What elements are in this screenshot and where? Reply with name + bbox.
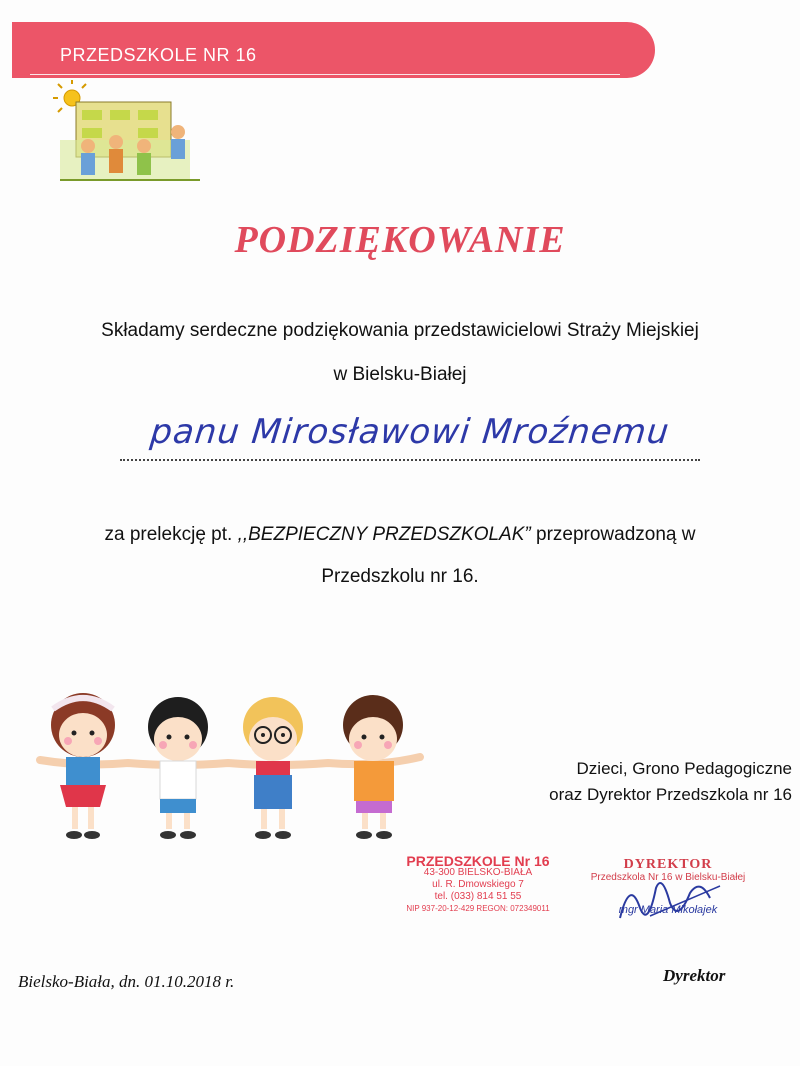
recipient-name: panu Mirosławowi Mroźnemu [148,412,672,452]
intro-line-2: w Bielsku-Białej [333,364,467,385]
certificate-title: PODZIĘKOWANIE [234,219,566,261]
stamp-school-ids: NIP 937-20-12-429 REGON: 072349011 [406,904,550,913]
signatories-line-1: Dzieci, Grono Pedagogiczne [576,759,792,778]
stamp-school-phone: tel. (033) 814 51 55 [434,891,522,902]
lecture-title: ,,BEZPIECZNY PRZEDSZKOLAK” [237,524,531,545]
date-place: Bielsko-Biała, dn. 01.10.2018 r. [18,972,235,991]
intro-line-1: Składamy serdeczne podziękowania przedstawicielowi Straży Miejskiej [101,320,699,341]
stamp-director-title: DYREKTOR [623,857,713,872]
stamp-director-name: mgr Maria Mikołajek [618,904,718,916]
banner-title: PRZEDSZKOLE NR 16 [60,45,257,65]
banner-divider [30,74,620,75]
lecture-prefix: za prelekcję pt. [104,524,238,545]
lecture-suffix: przeprowadzoną w [530,524,696,545]
school-stamp [388,855,568,915]
stamp-school-street: ul. R. Dmowskiego 7 [432,879,524,890]
children-holding-hands-icon [28,685,428,850]
stamp-director-school: Przedszkola Nr 16 w Bielsku-Białej [590,872,746,883]
recipient-dotted-line [120,459,700,461]
stamp-school-name: PRZEDSZKOLE Nr 16 [406,853,550,869]
director-label: Dyrektor [663,966,726,985]
stamp-school-city: 43-300 BIELSKO-BIAŁA [423,867,533,878]
signatories [549,756,792,808]
lecture-line-2: Przedszkolu nr 16. [321,566,479,587]
handwritten-signature [600,868,740,928]
lecture-line-1 [0,524,800,546]
kindergarten-logo-icon [50,80,210,190]
signatories-line-2: oraz Dyrektor Przedszkola nr 16 [549,785,792,804]
